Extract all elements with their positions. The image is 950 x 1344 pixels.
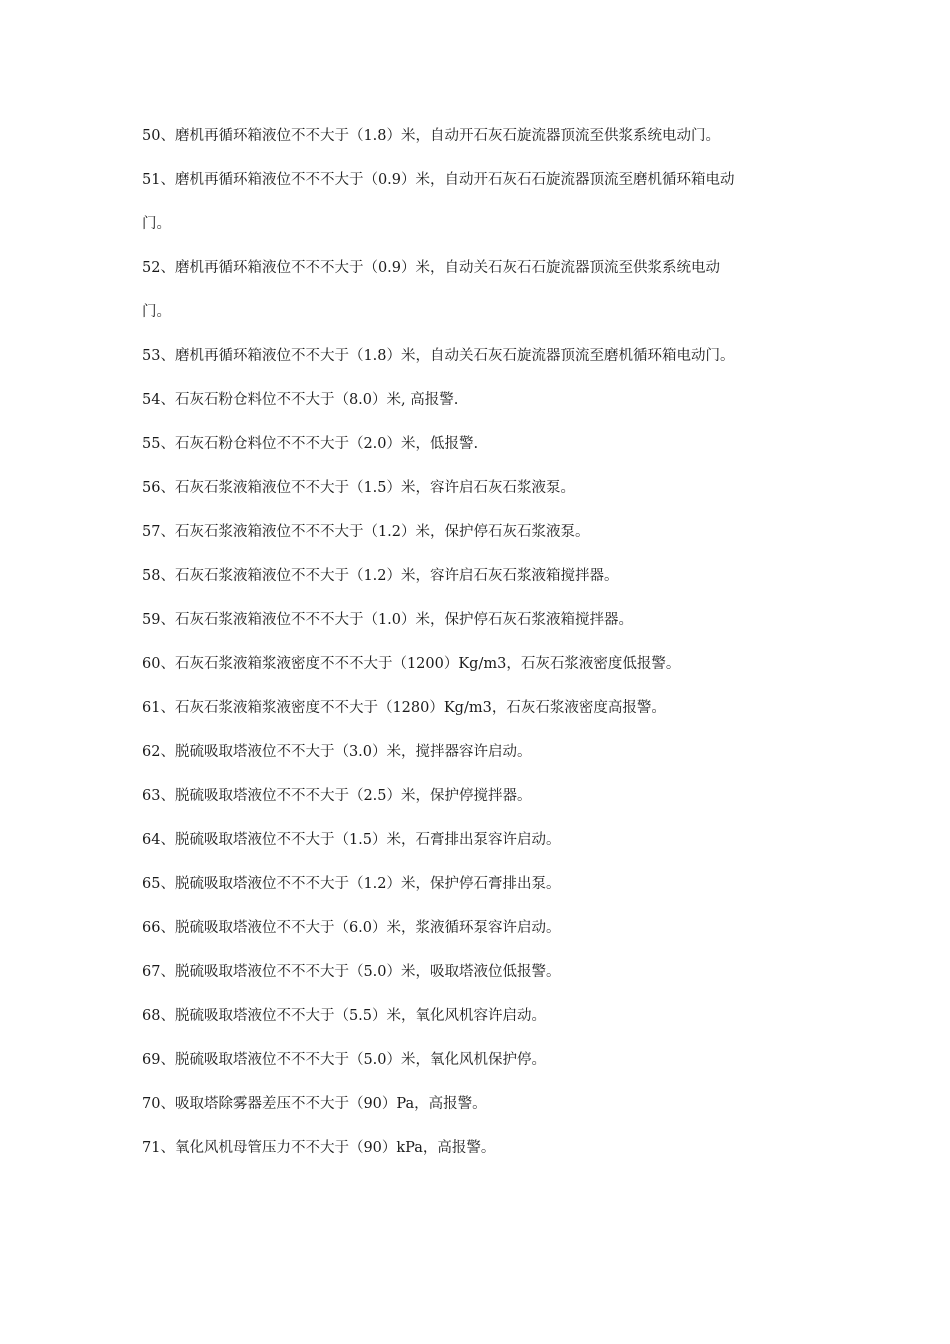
list-item: 61、石灰石浆液箱浆液密度不不大于（1280）Kg/m3，石灰石浆液密度高报警。: [142, 700, 666, 716]
list-item: 50、磨机再循环箱液位不不大于（1.8）米，自动开石灰石旋流器顶流至供浆系统电动门。: [142, 128, 721, 144]
list-item: 70、吸取塔除雾器差压不不大于（90）Pa，高报警。: [142, 1096, 487, 1112]
list-item: 66、脱硫吸取塔液位不不大于（6.0）米，浆液循环泵容许启动。: [142, 920, 561, 936]
list-item: 68、脱硫吸取塔液位不不大于（5.5）米，氧化风机容许启动。: [142, 1008, 547, 1024]
list-item: 55、石灰石粉仓料位不不不大于（2.0）米，低报警.: [142, 436, 479, 452]
list-item: 71、氧化风机母管压力不不大于（90）kPa，高报警。: [142, 1140, 496, 1156]
list-item: 64、脱硫吸取塔液位不不大于（1.5）米，石膏排出泵容许启动。: [142, 832, 561, 848]
list-item: 52、磨机再循环箱液位不不不大于（0.9）米，自动关石灰石石旋流器顶流至供浆系统电动: [142, 260, 721, 276]
list-item-continuation: 门。: [142, 304, 171, 320]
list-item: 51、磨机再循环箱液位不不不大于（0.9）米，自动开石灰石石旋流器顶流至磨机循环箱电动: [142, 172, 735, 188]
list-item: 56、石灰石浆液箱液位不不大于（1.5）米，容许启石灰石浆液泵。: [142, 480, 576, 496]
document-body: [142, 125, 842, 1181]
list-item-continuation: 门。: [142, 216, 171, 232]
list-item: 58、石灰石浆液箱液位不不大于（1.2）米，容许启石灰石浆液箱搅拌器。: [142, 568, 619, 584]
list-item: 67、脱硫吸取塔液位不不不大于（5.0）米，吸取塔液位低报警。: [142, 964, 561, 980]
list-item: 54、石灰石粉仓料位不不大于（8.0）米, 高报警.: [142, 392, 459, 408]
list-item: 60、石灰石浆液箱浆液密度不不不大于（1200）Kg/m3，石灰石浆液密度低报警。: [142, 656, 681, 672]
list-item: 65、脱硫吸取塔液位不不不大于（1.2）米，保护停石膏排出泵。: [142, 876, 561, 892]
list-item: 69、脱硫吸取塔液位不不不大于（5.0）米，氧化风机保护停。: [142, 1052, 547, 1068]
list-item: 57、石灰石浆液箱液位不不不大于（1.2）米，保护停石灰石浆液泵。: [142, 524, 590, 540]
list-item: 62、脱硫吸取塔液位不不大于（3.0）米，搅拌器容许启动。: [142, 744, 532, 760]
list-item: 63、脱硫吸取塔液位不不不大于（2.5）米，保护停搅拌器。: [142, 788, 532, 804]
list-item: 53、磨机再循环箱液位不不大于（1.8）米，自动关石灰石旋流器顶流至磨机循环箱电动门。: [142, 348, 735, 364]
list-item: 59、石灰石浆液箱液位不不不大于（1.0）米，保护停石灰石浆液箱搅拌器。: [142, 612, 634, 628]
